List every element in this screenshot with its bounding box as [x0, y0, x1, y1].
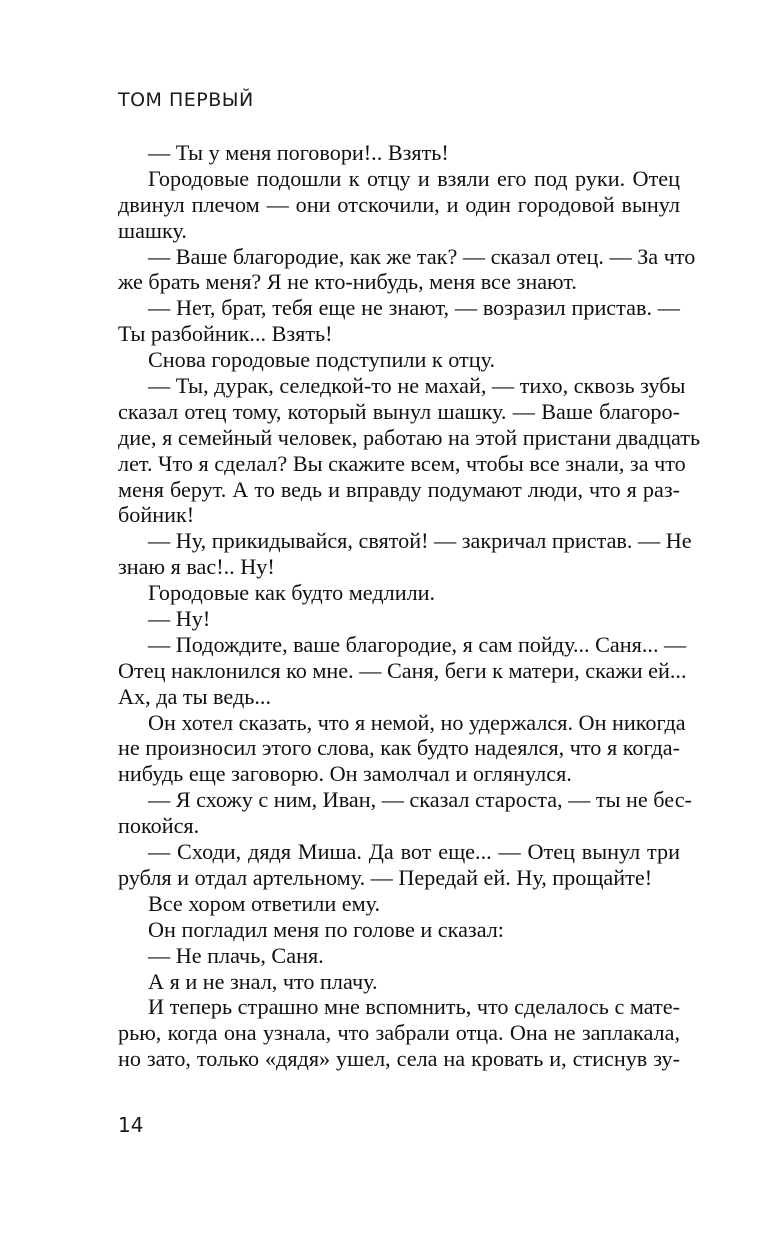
text-line: лет. Что я сделал? Вы скажите всем, чтобы все знали, за что [118, 450, 686, 476]
text-line: — Ну! [148, 606, 211, 632]
text-line: бойник! [118, 502, 195, 528]
text-line: шашку. [118, 217, 187, 243]
body-text [118, 140, 701, 1072]
text-line: Городовые как будто медлили. [148, 580, 436, 606]
page-number: 14 [118, 1113, 144, 1137]
text-line: Снова городовые подступили к отцу. [148, 347, 496, 373]
running-head: ТОМ ПЕРВЫЙ [118, 89, 254, 111]
text-line: — Подождите, ваше благородие, я сам пойду... Саня... — [148, 631, 687, 657]
text-line: — Ты у меня поговори!.. Взять! [148, 140, 449, 165]
text-line: — Ваше благородие, как же так? — сказал отец. — За что [148, 243, 696, 269]
text-line: — Нет, брат, тебя еще не знают, — возразил пристав. — [148, 295, 680, 321]
text-line: не произносил этого слова, как будто надеялся, что я когда- [118, 735, 680, 761]
text-line: знаю я вас!.. Ну! [118, 554, 275, 580]
text-line: рубля и отдал артельному. — Передай ей. Ну, прощайте! [118, 864, 653, 890]
text-line: покойся. [118, 813, 200, 839]
text-line: Ты разбойник... Взять! [118, 321, 333, 347]
text-line: Все хором ответили ему. [148, 890, 381, 916]
text-line: же брать меня? Я не кто-нибудь, меня все знают. [118, 269, 577, 295]
text-line: нибудь еще заговорю. Он замолчал и оглянулся. [118, 761, 572, 787]
text-line: рью, когда она узнала, что забрали отца. Она не заплакала, [118, 1020, 680, 1046]
text-line: — Сходи, дядя Миша. Да вот еще... — Отец вынул три [148, 839, 680, 865]
text-line: Городовые подошли к отцу и взяли его под руки. Отец [148, 165, 680, 191]
text-line: А я и не знал, что плачу. [148, 968, 378, 994]
text-line: дие, я семейный человек, работаю на этой пристани двадцать [118, 424, 701, 450]
text-line: Он хотел сказать, что я немой, но удержался. Он никогда [148, 709, 686, 735]
text-line: — Не плачь, Саня. [148, 942, 324, 968]
text-line: Отец наклонился ко мне. — Саня, беги к матери, скажи ей... [118, 657, 687, 683]
text-line: меня берут. А то ведь и вправду подумают люди, что я раз- [118, 476, 680, 502]
text-line: Он погладил меня по голове и сказал: [148, 916, 504, 942]
text-line: но зато, только «дядя» ушел, села на кровать и, стиснув зу- [118, 1046, 680, 1072]
text-line: — Ну, прикидывайся, святой! — закричал пристав. — Не [148, 528, 692, 554]
text-line: — Я схожу с ним, Иван, — сказал староста, — ты не бес- [148, 787, 692, 813]
text-line: сказал отец тому, который вынул шашку. — Ваше благоро- [118, 398, 680, 424]
text-line: двинул плечом — они отскочили, и один городовой вынул [118, 191, 680, 217]
text-line: И теперь страшно мне вспомнить, что сделалось с мате- [148, 994, 680, 1020]
text-line: — Ты, дурак, селедкой-то не махай, — тихо, сквозь зубы [148, 373, 686, 399]
text-line: Ах, да ты ведь... [118, 683, 271, 709]
